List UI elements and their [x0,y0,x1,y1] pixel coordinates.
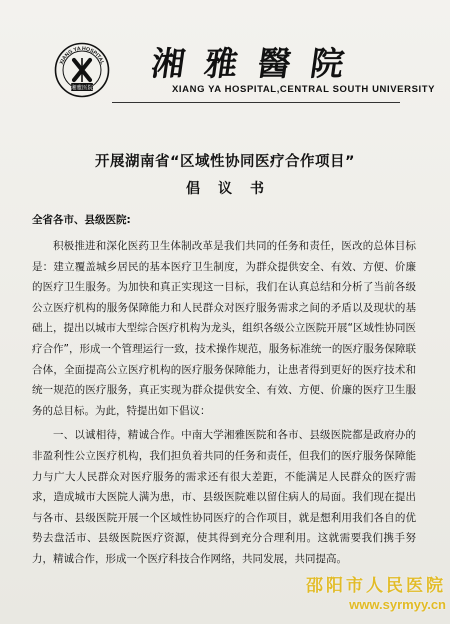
letterhead-divider [112,102,400,103]
watermark-url: www.syrmyy.cn [349,597,446,612]
site-watermark [298,571,446,612]
body-paragraph-intro: 积极推进和深化医药卫生体制改革是我们共同的任务和责任，医改的总体目标是：建立覆盖城乡居民的基本医疗卫生制度，为群众提供安全、有效、方便、价廉的医疗卫生服务。为加快和真正实现这一目标，我们在认真总结和分析了当前各级公立医疗机构的服务保障能力和人民群众对医疗服务需求之间的矛盾以及现状的基础上，提出以城市大型综合医疗机构为龙头，组织各级公立医院开展“区域性协同医疗合作”，形成一个管理运行一致，技术操作规范，服务标准统一的医疗服务保障联合体，全面提高公立医疗机构的医疗服务保障能力，让患者得到更好的医疗技术和统一规范的医疗服务，真正实现为群众提供安全、有效、方便、价廉的医疗卫生服务的总目标。为此，特提出如下倡议： [32,240,416,417]
hospital-logo [54,42,110,98]
body-paragraph-proposal-1: 一、以诚相待，精诚合作。中南大学湘雅医院和各市、县级医院都是政府办的非盈利性公立医疗机构，我们担负着共同的任务和责任，但我们的医疗服务保障能力与广大人民群众对医疗服务的需求还有很大差距，不能满足人民群众的医疗需求，造成城市大医院人满为患，市、县级医院难以留住病人的局面。我们现在提出与各市、县级医院开展一个区域性协同医疗的合作项目，就是想利用我们各自的优势去盘活市、县级医院医疗资源，使其得到充分合理利用。这就需要我们携手努力，精诚合作，形成一个医疗科技合作网络，共同发展，共同提高。 [32,429,416,565]
addressee: 全省各市、县级医院: [32,214,131,226]
svg-text:XIANG YA HOSPITAL: XIANG YA HOSPITAL [58,45,106,66]
svg-text:湘雅医院: 湘雅医院 [70,85,94,92]
letterhead [0,0,450,112]
document-subtitle: 倡议书 [186,181,282,197]
letter-body [32,236,416,570]
watermark-name: 邵阳市人民医院 [306,576,446,596]
hospital-name-cn: 湘雅醫院 [148,44,367,83]
document-title: 开展湖南省“区域性协同医疗合作项目” [94,154,356,170]
hospital-name-en: XIANG YA HOSPITAL,CENTRAL SOUTH UNIVERSITY [172,84,436,95]
